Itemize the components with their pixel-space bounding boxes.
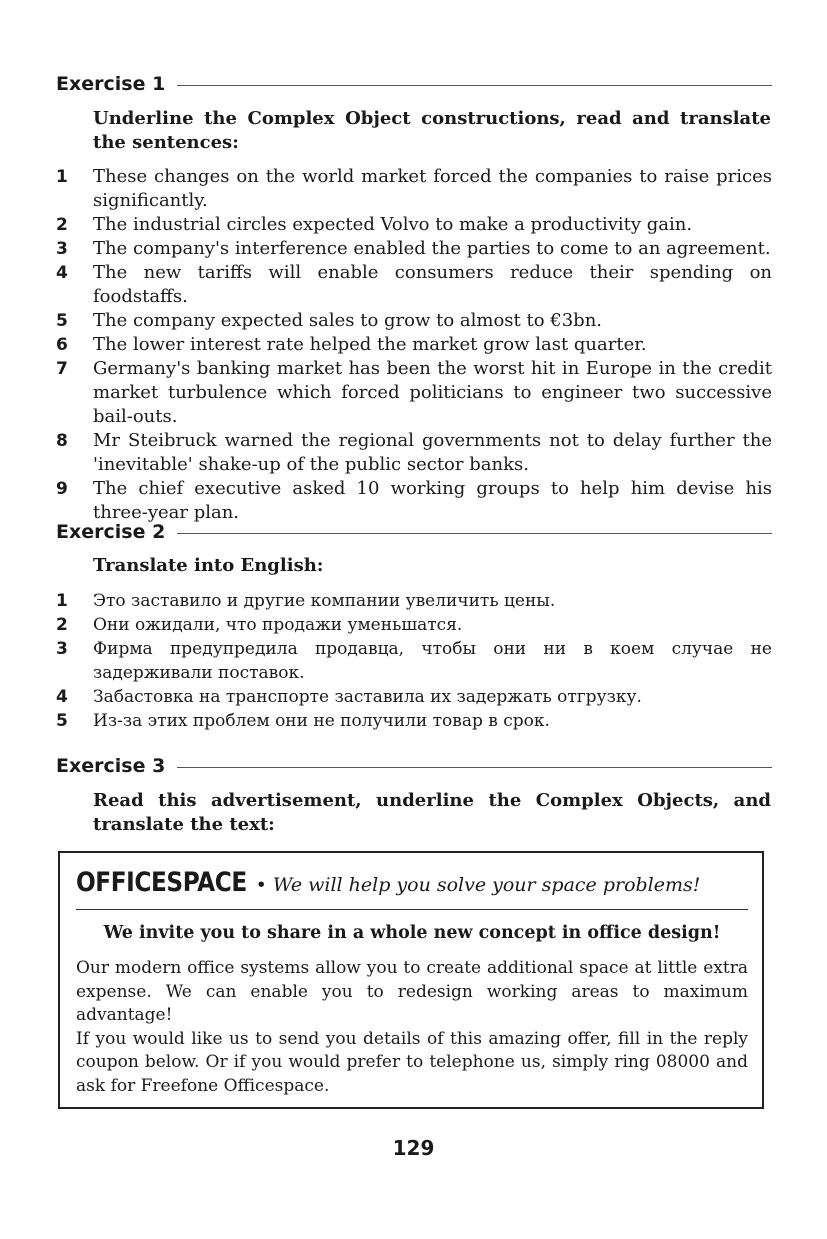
ad-body [76,957,748,1098]
item-number: 1 [56,167,68,187]
ad-paragraph: Our modern office systems allow you to create additional space at little extra expense. We can enable you to redesign working areas to maximum advantage! [76,958,748,1025]
list-item [56,637,772,685]
item-text: The lower interest rate helped the market grow last quarter. [93,334,647,355]
exercise-1-list [56,165,772,525]
item-text: The industrial circles expected Volvo to make a productivity gain. [93,214,693,235]
list-item [56,333,772,357]
exercise-2-title: Exercise 2 [56,521,166,543]
list-item [56,237,772,261]
page-number: 129 [392,1136,435,1160]
item-number: 2 [56,215,68,235]
ad-tagline: • We will help you solve your space problems! [249,874,701,896]
item-number: 9 [56,479,68,499]
ad-header [76,867,748,898]
item-number: 7 [56,359,68,379]
exercise-3-title: Exercise 3 [56,755,166,777]
heading-rule [177,85,772,86]
item-number: 3 [56,639,68,659]
ad-divider [76,909,748,910]
item-text: These changes on the world market forced the companies to raise prices significantly. [93,166,772,211]
item-text: Из-за этих проблем они не получили товар в срок. [93,711,550,731]
list-item [56,613,772,637]
exercise-1-instruction: Underline the Complex Object constructions, read and translate the sentences: [93,108,771,153]
list-item [56,165,772,213]
item-number: 6 [56,335,68,355]
exercise-1-heading [56,71,772,97]
exercise-2-heading [56,519,772,545]
item-text: Забастовка на транспорте заставила их задержать отгрузку. [93,687,642,707]
list-item [56,589,772,613]
item-text: Фирма предупредила продавца, чтобы они ни в коем случае не задерживали поставок. [93,639,772,683]
item-text: Mr Steibruck warned the regional governments not to delay further the 'inevitable' shake-up of the public sector banks. [93,430,772,475]
exercise-3-instruction: Read this advertisement, underline the Complex Objects, and translate the text: [93,790,771,835]
item-number: 4 [56,263,68,283]
item-number: 5 [56,311,68,331]
ad-brand: OFFICESPACE [76,867,247,898]
item-text: Это заставило и другие компании увеличить цены. [93,591,556,611]
list-item [56,213,772,237]
item-number: 1 [56,591,68,611]
exercise-2-list [56,589,772,733]
list-item [56,357,772,429]
list-item [56,709,772,733]
item-number: 3 [56,239,68,259]
heading-rule [177,533,772,534]
exercise-2-instruction: Translate into English: [93,555,324,576]
ad-paragraph: If you would like us to send you details of this amazing offer, fill in the reply coupon below. Or if you would prefer to telephone us, simply ring 08000 and ask for Freefone Officespace. [76,1028,748,1096]
exercise-3-heading [56,753,772,779]
heading-rule [177,767,772,768]
list-item [56,685,772,709]
item-text: The company expected sales to grow to almost to €3bn. [93,310,603,331]
item-number: 4 [56,687,68,707]
ad-headline: We invite you to share in a whole new concept in office design! [103,923,721,943]
item-text: Germany's banking market has been the worst hit in Europe in the credit market turbulence which forced politicians to engineer two successive bail-outs. [93,358,772,427]
item-number: 5 [56,711,68,731]
list-item [56,429,772,477]
item-number: 2 [56,615,68,635]
advertisement-box [58,851,764,1109]
item-text: The chief executive asked 10 working groups to help him devise his three-year plan. [93,478,772,523]
list-item [56,477,772,525]
item-text: The new tariffs will enable consumers reduce their spending on foodstaffs. [93,262,772,307]
list-item [56,309,772,333]
item-number: 8 [56,431,68,451]
list-item [56,261,772,309]
exercise-1-title: Exercise 1 [56,73,166,95]
item-text: The company's interference enabled the parties to come to an agreement. [93,238,771,259]
item-text: Они ожидали, что продажи уменьшатся. [93,615,463,635]
